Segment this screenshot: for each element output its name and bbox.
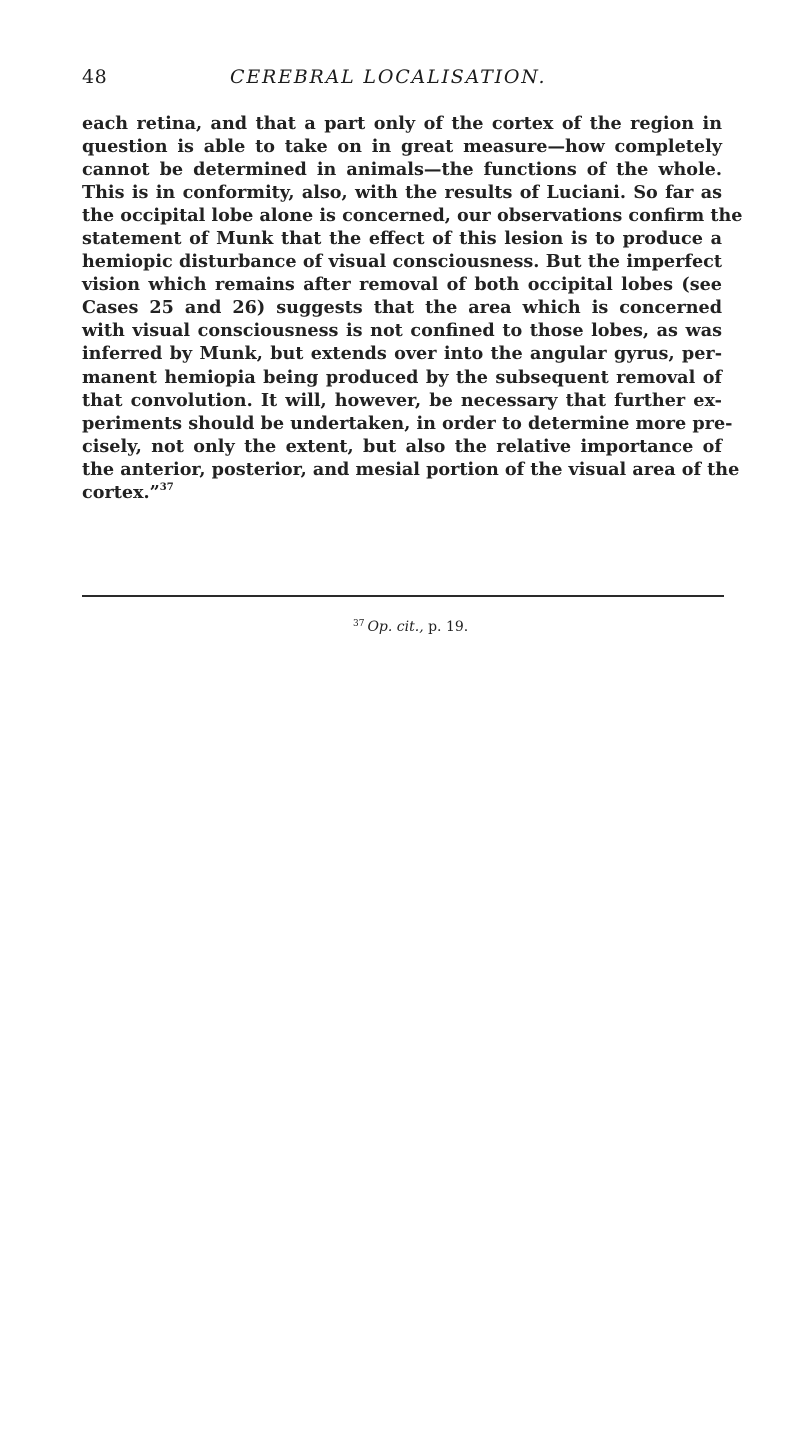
text-line: cannot be determined in animals—the functions of the whole. xyxy=(82,159,722,181)
text-line: This is in conformity, also, with the results of Luciani. So far as xyxy=(82,182,722,204)
text-line: statement of Munk that the effect of this lesion is to produce a xyxy=(82,228,722,250)
footnote-divider xyxy=(82,595,724,597)
text-line: with visual consciousness is not confined to those lobes, as was xyxy=(82,320,722,342)
text-line: inferred by Munk, but extends over into the angular gyrus, per- xyxy=(82,343,722,365)
text-line: vision which remains after removal of both occipital lobes (see xyxy=(82,274,722,296)
text-line: cisely, not only the extent, but also the relative importance of xyxy=(82,435,722,457)
text-line: question is able to take on in great measure—how completely xyxy=(82,136,722,158)
running-title: CEREBRAL LOCALISATION. xyxy=(230,66,547,88)
footnote-page: p. 19. xyxy=(423,619,469,635)
text-line: each retina, and that a part only of the cortex of the region in xyxy=(82,113,722,134)
page-number: 48 xyxy=(82,66,108,88)
footnote xyxy=(353,619,468,635)
body-paragraph xyxy=(82,112,743,504)
footnote-citation: Op. cit., xyxy=(367,619,424,635)
text-line: hemiopic disturbance of visual consciousness. But the imperfect xyxy=(82,251,722,273)
last-line-text: cortex.” xyxy=(82,481,160,503)
text-line: Cases 25 and 26) suggests that the area which is concerned xyxy=(82,297,722,319)
footnote-reference: 37 xyxy=(159,481,174,493)
text-line-last xyxy=(82,481,722,504)
text-line: manent hemiopia being produced by the subsequent removal of xyxy=(82,366,722,388)
footnote-marker: 37 xyxy=(353,619,365,629)
text-line: the anterior, posterior, and mesial portion of the visual area of the xyxy=(82,458,740,480)
text-line: that convolution. It will, however, be necessary that further ex- xyxy=(82,389,722,411)
text-line: periments should be undertaken, in order to determine more pre- xyxy=(82,412,733,434)
text-line: the occipital lobe alone is concerned, our observations confirm the xyxy=(82,205,743,227)
running-head xyxy=(82,66,722,96)
